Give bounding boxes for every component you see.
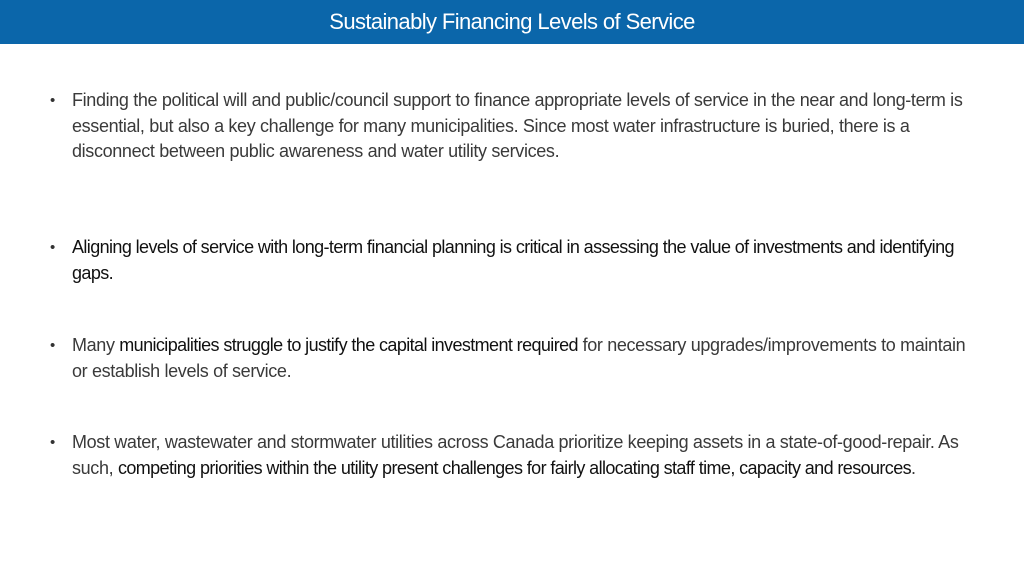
slide-title: Sustainably Financing Levels of Service <box>329 9 695 34</box>
bullet-text-emphasis: competing priorities within the utility present challenges for fairly allocating staff time, capacity and resources <box>117 457 912 478</box>
bullet-text <box>72 430 980 481</box>
bullet-text <box>72 333 980 384</box>
bullet-item <box>50 430 980 481</box>
bullet-text <box>72 235 980 286</box>
bullet-text-plain: Most water, wastewater and stormwater utilities across Canada prioritize keeping assets in a state-of-good-repair. As such, <box>72 432 959 478</box>
bullet-text-plain: . <box>911 457 916 478</box>
title-bar <box>0 0 1024 44</box>
bullet-item <box>50 88 980 165</box>
bullet-text-emphasis: Aligning levels of service with long-term financial planning is critical in assessing the value of investments and identifying gaps. <box>72 237 954 283</box>
bullet-text-plain: Finding the political will and public/council support to finance appropriate levels of service in the near and long-term is essential, but also a key challenge for many municipalities. Since most water infrastructure is buried, there is a disconnect between public awareness and water utility services. <box>72 90 963 161</box>
bullet-icon: • <box>50 239 55 256</box>
bullet-text-emphasis: municipalities struggle to justify the capital investment required <box>119 335 578 355</box>
bullet-icon: • <box>50 92 55 109</box>
bullet-text <box>72 88 980 165</box>
bullet-item <box>50 235 980 286</box>
bullet-icon: • <box>50 434 55 451</box>
bullet-item <box>50 333 980 384</box>
bullet-icon: • <box>50 337 55 354</box>
bullet-text-plain: for necessary upgrades/improvements to maintain or establish levels of service. <box>72 335 966 381</box>
bullet-text-plain: Many <box>72 335 120 355</box>
